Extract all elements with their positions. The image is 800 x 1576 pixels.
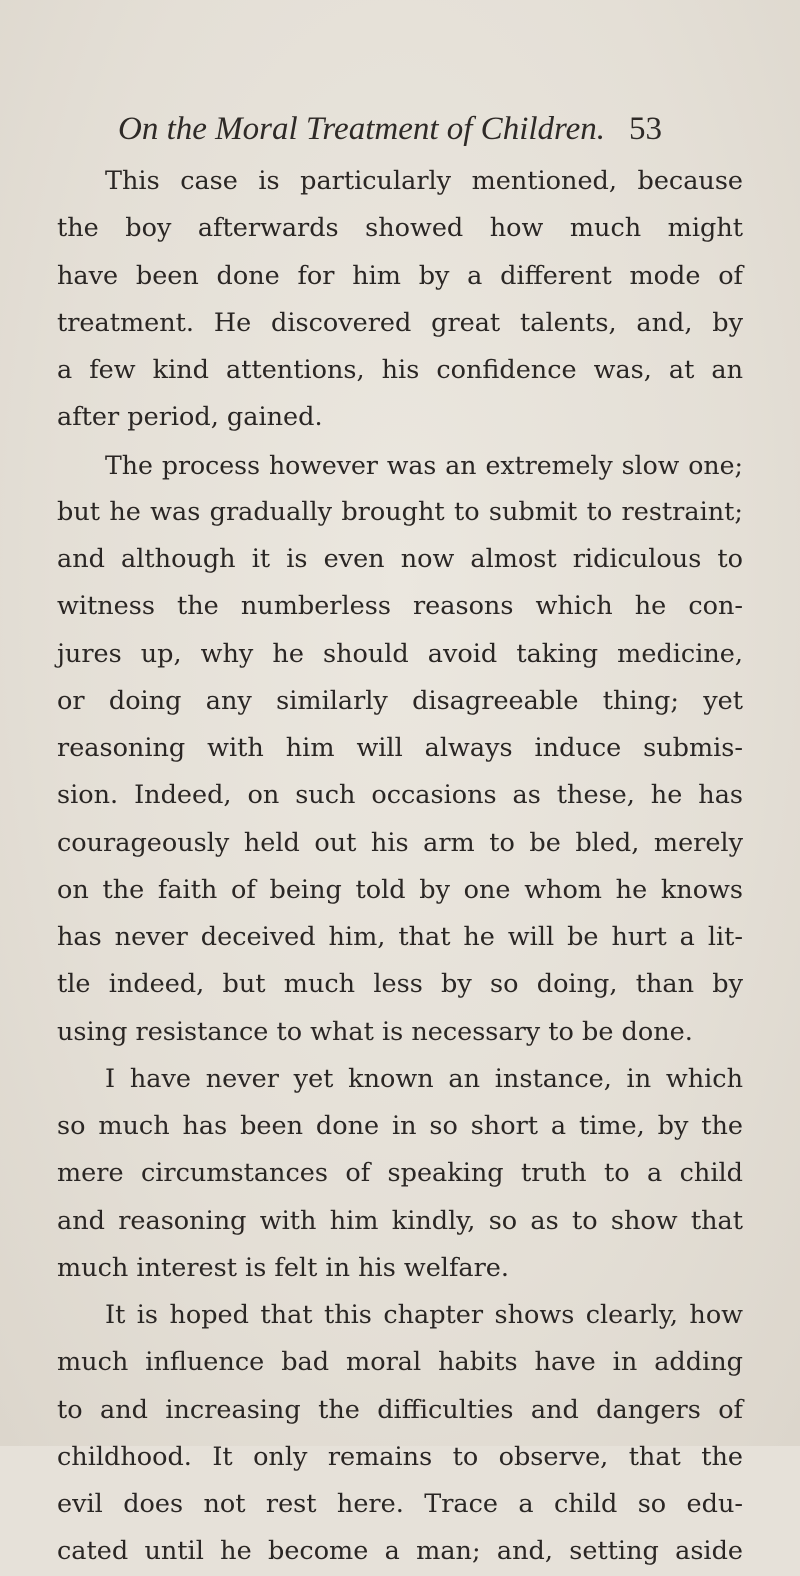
text-line: This case is particularly mentioned, because xyxy=(105,166,743,196)
text-line: I have never yet known an instance, in which xyxy=(105,1063,743,1094)
text-line: and reasoning with him kindly, so as to show that xyxy=(57,1205,743,1236)
text-line: cated until he become a man; and, setting aside xyxy=(57,1536,743,1567)
text-line: and although it is even now almost ridiculous to xyxy=(57,544,743,574)
text-line: It is hoped that this chapter shows clearly, how xyxy=(105,1300,743,1330)
text-line: using resistance to what is necessary to be done. xyxy=(57,1016,693,1047)
running-header xyxy=(118,104,758,154)
running-title: On the Moral Treatment of Children. xyxy=(118,111,606,147)
text-line: the boy afterwards showed how much might xyxy=(57,213,743,244)
text-line: or doing any similarly disagreeable thing; yet xyxy=(57,685,743,716)
text-line: witness the numberless reasons which he con- xyxy=(57,591,743,622)
text-line: reasoning with him will always induce submis- xyxy=(57,733,743,763)
text-line: jures up, why he should avoid taking medicine, xyxy=(57,638,743,669)
text-line: courageously held out his arm to be bled, merely xyxy=(57,827,743,858)
text-line: to and increasing the difficulties and dangers of xyxy=(57,1394,743,1425)
text-line: The process however was an extremely slow one; xyxy=(105,450,743,480)
text-line: sion. Indeed, on such occasions as these, he has xyxy=(57,780,743,811)
page-number: 53 xyxy=(629,111,662,147)
text-line: so much has been done in so short a time, by the xyxy=(57,1111,743,1141)
text-line: evil does not rest here. Trace a child so edu- xyxy=(57,1489,743,1519)
text-line: on the faith of being told by one whom he knows xyxy=(57,874,743,905)
body-text xyxy=(57,158,743,1576)
text-line: much influence bad moral habits have in adding xyxy=(57,1347,743,1378)
text-line: a few kind attentions, his confidence was, at an xyxy=(57,355,743,385)
text-line: childhood. It only remains to observe, that the xyxy=(57,1441,743,1472)
text-line: tle indeed, but much less by so doing, than by xyxy=(57,969,743,1000)
text-line: have been done for him by a different mode of xyxy=(57,260,743,291)
text-line: mere circumstances of speaking truth to a child xyxy=(57,1158,743,1189)
text-line: treatment. He discovered great talents, and, by xyxy=(57,307,743,338)
text-line: much interest is felt in his welfare. xyxy=(57,1252,509,1283)
text-line: but he was gradually brought to submit to restraint; xyxy=(57,496,743,527)
text-line: has never deceived him, that he will be hurt a lit- xyxy=(57,922,743,952)
text-line: after period, gained. xyxy=(57,402,323,433)
